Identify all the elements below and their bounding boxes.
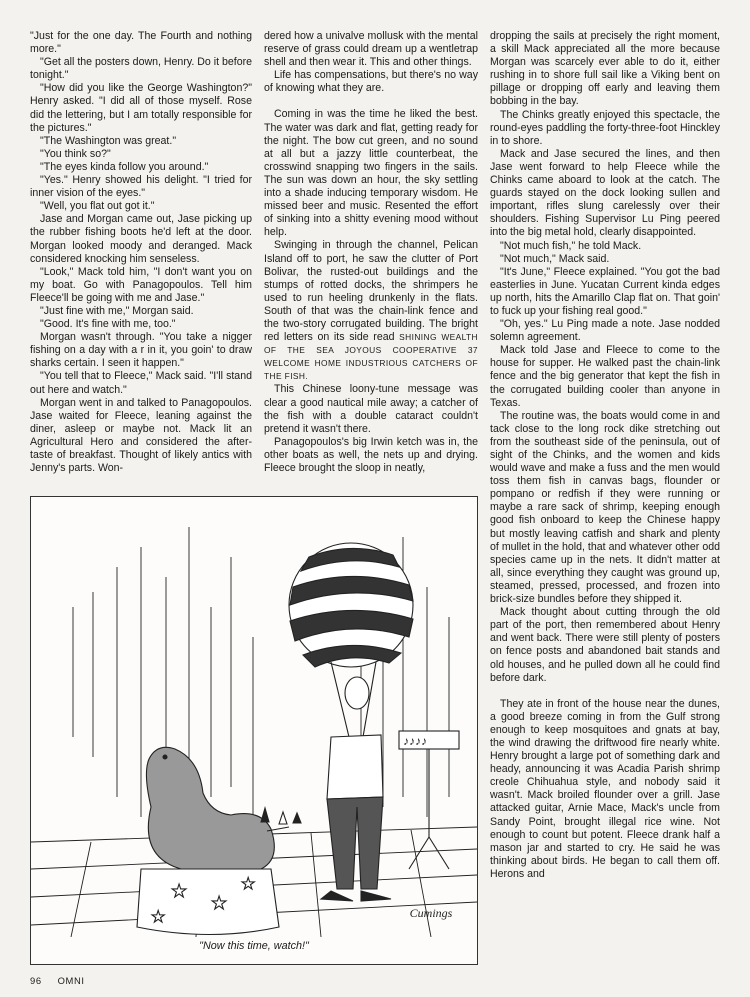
paragraph: Jase and Morgan came out, Jase picking up the rubber fishing boots he'd left at the door. Morgan looked moody and deranged. Mack considered knocking him senseless. bbox=[30, 213, 252, 265]
paragraph: "It's June," Fleece explained. "You got the bad easterlies in June. Yucatan Current kinda edges up north, hits the Amarillo Clap flat on. That goin' to fuck up your fishing real good." bbox=[490, 265, 720, 317]
paragraph: dropping the sails at precisely the right moment, a skill Mack appreciated all the more because Morgan was scarcely ever able to do it, either rushing in to shore full sail like a Viking bent on pillage or dropping off early and leaving them bobbing in the bay. bbox=[490, 30, 720, 108]
building-sign-text: SHINING WEALTH OF THE SEA JOYOUS COOPERATIVE 37 WELCOME HOME INDUSTRIOUS CATCHERS OF THE FISH. bbox=[264, 332, 478, 382]
paragraph: This Chinese loony-tune message was clear a good nautical mile away; a catcher of the fish with a double cataract couldn't pretend it wasn't there. bbox=[264, 383, 478, 435]
paragraph: Coming in was the time he liked the best. The water was dark and flat, getting ready for the night. The bow cut green, and no sound at all but a jazzy little counterbeat, the crosswind snapping two fingers in the sails. The sun was down an hour, the sky settling into a shade inducing temporary wisdom. He missed beer and music. Resented the effort of sinking into a shitty evening mood without help. bbox=[264, 108, 478, 239]
paragraph bbox=[264, 239, 478, 383]
paragraph: "Good. It's fine with me, too." bbox=[40, 318, 176, 331]
svg-text:♪♪♪♪: ♪♪♪♪ bbox=[403, 734, 427, 748]
paragraph: "Look," Mack told him, "I don't want you on my boat. Go with Panagopoulos. Tell him Fleece'll be going with me and Jase." bbox=[30, 265, 252, 304]
paragraph: "The eyes kinda follow you around." bbox=[40, 160, 209, 173]
magazine-name: OMNI bbox=[57, 975, 85, 986]
column-3 bbox=[490, 30, 720, 881]
svg-text:★: ★ bbox=[151, 909, 166, 926]
paragraph: The routine was, the boats would come in and tack close to the long rock dike stretching out from the southeast side of the peninsula, out of sight of the Chinks, and the women and kids would wave and make a fuss and the men would toss them fish in canvas bags, flounder or pompano or redfish if they were running or maybe a rare sack of shrimp, keeping enough good fish onboard to keep the Chinese happy but mostly leaving catfish and shark and plenty of mullet in the hold, that and whatever other odd species came up in the nets. It didn't matter at all, since everything they caught was ground up, steamed, pressed, processed, and frozen into brick-size bundles before they shipped it. bbox=[490, 409, 720, 606]
paragraph: "The Washington was great." bbox=[40, 134, 177, 147]
paragraph: Life has compensations, but there's no way of knowing what they are. bbox=[264, 69, 478, 95]
paragraph: They ate in front of the house near the dunes, a good breeze coming in from the Gulf strong enough to keep mosquitoes and gnats at bay, the wind drawing the driftwood fire nearly white. Henry brought a large pot of something dark and heady, announcing it was Acadia Parish shrimp creole Chihuahua style, and nobody said it wasn't. Mack broiled flounder over a grill. Jase attacked guitar, Arnie Mace, Mack's uncle from Sandy Point, brought illegal rice wine. Not enough to count but potent. Fleece drank half a mason jar and started to cry. He said he was thinking about birds. He began to call them off. Herons and bbox=[490, 697, 720, 880]
column-1 bbox=[30, 30, 252, 475]
paragraph-text: Swinging in through the channel, Pelican Island off to port, he saw the clutter of Port Bolivar, the rusted-out buildings and the stumps of rotted docks, the shrimpers he used to run heeling drunkenly in the flats. South of that was the chain-link fence and the two-story corrugated building. The bright red letters on its side read bbox=[264, 239, 478, 344]
page-number: 96 bbox=[30, 975, 42, 986]
paragraph: "Get all the posters down, Henry. Do it before tonight." bbox=[30, 56, 253, 82]
cartoon-drawing bbox=[31, 497, 477, 937]
paragraph: "How did you like the George Washington?" Henry asked. "I did all of those myself. Rose did the lettering, but I am totally responsible for the pictures." bbox=[30, 82, 252, 134]
paragraph: The Chinks greatly enjoyed this spectacle, the round-eyes paddling the forty-three-foot Hinckley in to shore. bbox=[490, 108, 720, 147]
paragraph: "Just fine with me," Morgan said. bbox=[40, 304, 194, 317]
paragraph: "Just for the one day. The Fourth and nothing more." bbox=[30, 30, 252, 56]
paragraph: "Not much," Mack said. bbox=[500, 252, 610, 265]
paragraph: "Not much fish," he told Mack. bbox=[500, 239, 642, 252]
juggler-figure bbox=[321, 662, 391, 901]
striped-ball bbox=[289, 543, 413, 667]
paragraph: dered how a univalve mollusk with the mental reserve of grass could dream up a wentletrap shell and then wear it. This and other things. bbox=[264, 30, 478, 69]
svg-text:★: ★ bbox=[171, 881, 188, 901]
cartoon-caption: "Now this time, watch!" bbox=[199, 940, 309, 952]
svg-text:★: ★ bbox=[241, 876, 256, 893]
paragraph: "You think so?" bbox=[40, 147, 111, 160]
paragraph: "You tell that to Fleece," Mack said. "I'll stand out here and watch." bbox=[30, 370, 252, 396]
seal-on-pedestal bbox=[137, 747, 279, 934]
paragraph: "Well, you flat out got it." bbox=[40, 200, 155, 213]
paragraph: Mack and Jase secured the lines, and then Jase went forward to help Fleece while the Chinks came aboard to look at the catch. The guards stayed on the dock looking sullen and important, rifles slung carelessly over their shoulders. Fishing Supervisor Lu Ping peered into the big metal hold, clearly disappointed. bbox=[490, 147, 720, 239]
cartoonist-signature: Cumings bbox=[409, 906, 453, 920]
paragraph: Panagopoulos's big Irwin ketch was in, the other boats as well, the nets up and drying. Fleece brought the sloop in neatly, bbox=[264, 435, 478, 474]
svg-text:★: ★ bbox=[211, 893, 228, 913]
cartoon-illustration bbox=[30, 496, 478, 965]
paragraph: Morgan went in and talked to Panagopoulos. Jase waited for Fleece, leaning against the diner, asleep or maybe not. Mack lit an Agricultural Hero and considered the after-taste of breakfast. Thought of likely antics with Jenny's parts. Won- bbox=[30, 396, 252, 475]
paragraph: Mack thought about cutting through the old part of the port, then remembered about Henry and went back. There were still plenty of posters on fence posts and abandoned bait stands and old houses, and he pulled down all he could find before dark. bbox=[490, 606, 720, 684]
folio bbox=[30, 975, 101, 986]
music-stand bbox=[399, 731, 459, 869]
paragraph: Morgan wasn't through. "You take a nigger fishing on a day with a r in it, you goin' to draw sharks certain. I seen it happen." bbox=[30, 331, 252, 370]
paragraph: Mack told Jase and Fleece to come to the house for supper. He walked past the chain-link fence and the big generator that kept the fish in the corrugated building cooler than anyone in Texas. bbox=[490, 344, 720, 409]
paragraph: "Oh, yes." Lu Ping made a note. Jase nodded solemn agreement. bbox=[490, 318, 720, 344]
column-2 bbox=[264, 30, 478, 475]
paragraph: "Yes." Henry showed his delight. "I tried for inner vision of the eyes." bbox=[30, 174, 252, 200]
